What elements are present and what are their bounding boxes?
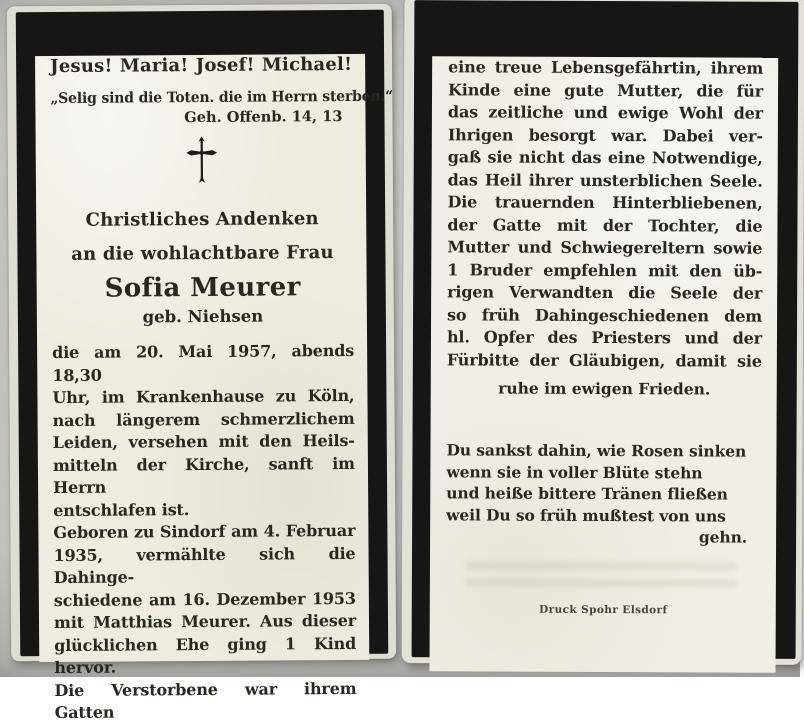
show-through-ghost-text	[466, 561, 737, 596]
obituary-text-line: Kinde eine gute Mutter, die für	[448, 79, 764, 101]
obituary-text-line: hl. Opfer des Priesters und der	[446, 327, 763, 348]
closing-line: ruhe im ewigen Frieden.	[498, 378, 711, 399]
obituary-text-line: gaß sie nicht das eine Notwendige,	[447, 147, 763, 168]
obituary-text-line: eine treue Lebensgefährtin, ihrem	[448, 57, 764, 78]
mourning-border-right	[412, 0, 799, 659]
obituary-text-line: das zeitliche und ewige Wohl der	[447, 102, 763, 123]
dedication-line-1: Christliches Andenken	[85, 208, 319, 231]
obituary-text-line: Fürbitte der Gläubigen, damit sie	[446, 349, 762, 371]
obituary-text-line: nach längerem schmerzlichem	[52, 408, 355, 430]
obituary-text-line: mit Matthias Meurer. Aus dieser	[53, 610, 357, 633]
obituary-text-line: so früh Dahingeschiedenen dem	[447, 304, 763, 326]
memorial-card-left-page	[7, 4, 397, 723]
mourning-border-left	[16, 10, 394, 723]
obituary-text-line: Leiden, versehen mit den Heils-	[52, 430, 355, 453]
memorial-card-right-page	[402, 0, 804, 665]
obituary-text-left	[52, 340, 357, 725]
poem-line: wenn sie in voller Blüte stehn	[446, 461, 703, 482]
obituary-text-right	[447, 56, 763, 372]
obituary-text-line: mitteln der Kirche, sanft im Herrn	[52, 453, 355, 498]
obituary-text-line: das Heil ihrer unsterblichen Seele.	[447, 169, 763, 191]
left-page-content	[35, 53, 394, 723]
latin-cross-icon	[181, 135, 223, 187]
obituary-text-line: 1 Bruder empfehlen mit den üb-	[447, 259, 763, 281]
scripture-reference: Geh. Offenb. 14, 13	[184, 108, 343, 127]
obituary-text-line: der Gatte mit der Tochter, die	[447, 214, 763, 236]
obituary-text-line: schiedene am 16. Dezember 1953	[53, 588, 356, 610]
obituary-text-line: entschlafen ist.	[53, 499, 190, 520]
poem-line: gehn.	[698, 527, 748, 547]
obituary-text-line: Die trauernden Hinterbliebenen,	[447, 192, 763, 213]
poem-line: und heiße bittere Tränen fließen	[446, 483, 728, 504]
obituary-text-line: 1935, vermählte sich die Dahinge-	[53, 543, 356, 588]
obituary-text-line: Ihrigen besorgt war. Dabei ver-	[447, 124, 763, 146]
printer-imprint: Druck Spohr Elsdorf	[539, 603, 668, 616]
obituary-text-line: Mutter und Schwiegereltern sowie	[447, 237, 763, 258]
obituary-text-line: die am 20. Mai 1957, abends 18,30	[52, 340, 355, 385]
invocation-line: Jesus! Maria! Josef! Michael!	[50, 53, 353, 78]
obituary-text-line: Die Verstorbene war ihrem Gatten	[54, 678, 357, 723]
right-page-content	[430, 56, 779, 673]
dedication-line-2: an die wohlachtbare Frau	[71, 242, 334, 265]
maiden-name: geb. Niehsen	[142, 306, 264, 327]
obituary-text-line: glücklichen Ehe ging 1 Kind hervor.	[54, 633, 357, 678]
obituary-text-line: Uhr, im Krankenhause zu Köln,	[52, 385, 355, 408]
deceased-name: Sofia Meurer	[104, 272, 301, 304]
obituary-text-line: Geboren zu Sindorf am 4. Februar	[53, 520, 356, 543]
poem-line: weil Du so früh mußtest von uns	[446, 504, 726, 526]
mourning-poem	[446, 439, 761, 548]
obituary-text-line: rigen Verwandten die Seele der	[447, 282, 763, 303]
poem-line: Du sankst dahin, wie Rosen sinken	[446, 440, 747, 461]
scripture-quote: „Selig sind die Toten. die im Herrn sterben.“	[50, 87, 394, 108]
